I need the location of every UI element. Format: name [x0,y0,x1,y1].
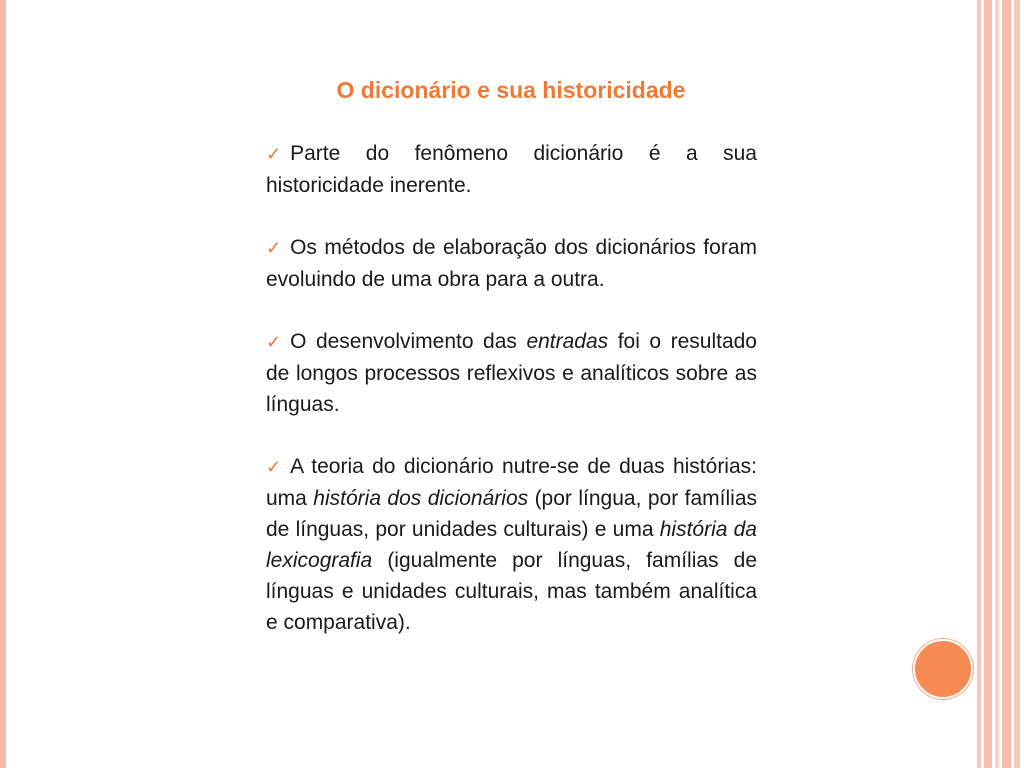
bullet-text: A teoria do dicionário nutre-se de duas histórias: uma [266,455,757,510]
emphasis-text: história da lexicografia [266,518,757,572]
right-decor-stripe [977,0,981,768]
left-decor-stripe [0,0,6,768]
checkmark-icon: ✓ [266,238,282,258]
checkmark-icon: ✓ [266,144,282,164]
emphasis-text: entradas [526,330,609,353]
right-decor-stripe [984,0,992,768]
bullet-text: (igualmente por línguas, famílias de línguas e unidades culturais, mas também analítica e comparativa). [266,549,757,634]
slide-title: O dicionário e sua historicidade [336,77,686,103]
checkmark-icon: ✓ [266,457,282,477]
bullet-text: Os métodos de elaboração dos dicionários foram evoluindo de uma obra para a outra. [266,236,757,291]
bullet-text: O desenvolvimento das [290,330,527,353]
bullet-text: foi o resultado de longos processos reflexivos e analíticos sobre as línguas. [266,330,757,416]
bullet-item [266,138,757,201]
right-decor-stripe [995,0,999,768]
bullet-item [266,232,757,295]
bullet-item [266,451,757,638]
bullet-item [266,326,757,420]
bullet-list [266,138,757,669]
decor-circle [913,639,973,699]
right-decor-stripe [1014,0,1020,768]
right-decor-stripe [1002,0,1011,768]
emphasis-text: história dos dicionários [313,487,529,510]
bullet-text: Parte do fenômeno dicionário é a sua historicidade inerente. [266,142,757,197]
checkmark-icon: ✓ [266,332,282,352]
bullet-text: (por língua, por famílias de línguas, por unidades culturais) e uma [266,487,757,541]
